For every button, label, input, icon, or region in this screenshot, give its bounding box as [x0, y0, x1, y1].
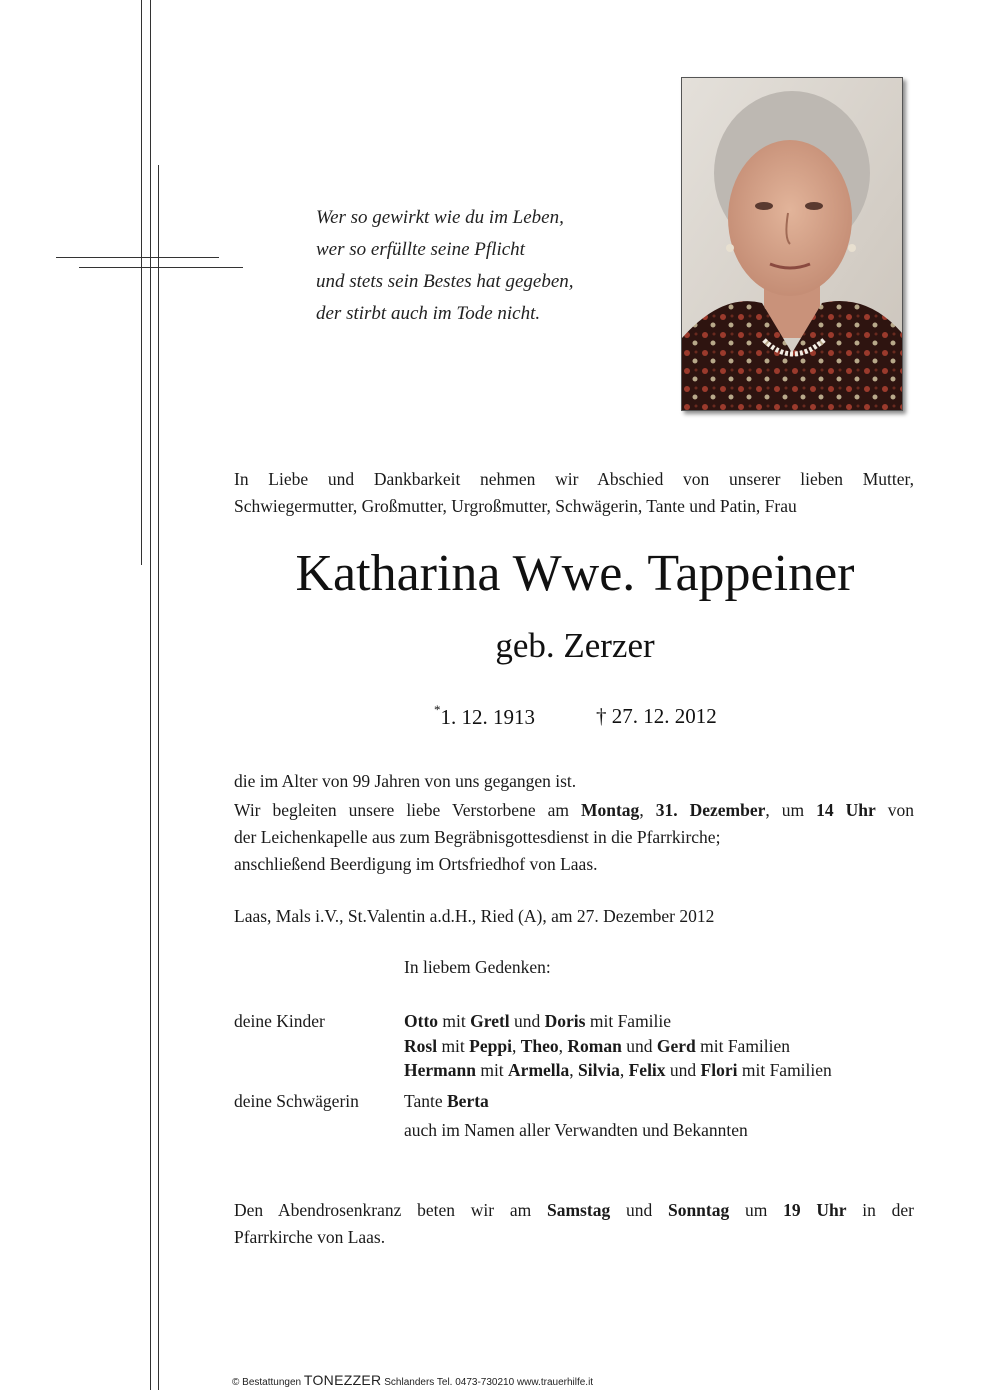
mourner-name: Berta [447, 1091, 489, 1111]
rosary-time: 19 Uhr [783, 1200, 847, 1220]
mourner-text: mit [438, 1011, 471, 1031]
memorial-quote [316, 202, 656, 330]
mourner-name: Roman [567, 1036, 622, 1056]
mourner-name: Silvia [578, 1060, 620, 1080]
mourner-text: , [558, 1036, 568, 1056]
rosary-line: Pfarrkirche von Laas. [234, 1227, 386, 1247]
rosary-text: um [729, 1200, 784, 1220]
funeral-line: der Leichenkapelle aus zum Begräbnisgottesdienst in die Pfarrkirche; [234, 827, 721, 847]
mourner-name: Armella [508, 1060, 570, 1080]
mourner-name: Doris [544, 1011, 586, 1031]
portrait-photo [681, 77, 903, 411]
mourner-name: Gretl [470, 1011, 510, 1031]
quote-line: Wer so gewirkt wie du im Leben, [316, 207, 564, 228]
relatives-text: auch im Namen aller Verwandten und Bekannten [404, 1120, 748, 1140]
mourner-name: Rosl [404, 1036, 438, 1056]
death-date [596, 704, 717, 729]
rosary-text: in der [846, 1200, 914, 1220]
quote-line: der stirbt auch im Tode nicht. [316, 303, 541, 324]
mourner-row [404, 1060, 832, 1081]
death-symbol: † [596, 704, 607, 728]
footer-prefix: © Bestattungen [232, 1377, 302, 1388]
mourner-text: mit Familien [695, 1036, 791, 1056]
rosary-text: Den Abendrosenkranz beten wir am [234, 1200, 547, 1220]
funeral-line [234, 797, 914, 824]
place-date: Laas, Mals i.V., St.Valentin a.d.H., Ried (A), am 27. Dezember 2012 [234, 906, 715, 926]
rosary-line [234, 1197, 914, 1224]
birth-symbol: * [434, 702, 441, 717]
funeral-text: von [875, 800, 915, 820]
footer-contact: Schlanders Tel. 0473-730210 www.trauerhilfe.it [384, 1377, 594, 1388]
mourner-text: und [665, 1060, 701, 1080]
funeral-text: , [639, 800, 656, 820]
funeral-info [234, 797, 914, 878]
rosary-day: Samstag [547, 1200, 611, 1220]
death-date-value: 27. 12. 2012 [611, 704, 717, 728]
mourner-text: mit [437, 1036, 470, 1056]
mourner-text: und [621, 1036, 657, 1056]
mourner-text: , [619, 1060, 629, 1080]
sister-in-law-label: deine Schwägerin [234, 1091, 359, 1111]
rosary-info [234, 1197, 914, 1251]
intro-line: Schwiegermutter, Großmutter, Urgroßmutter, Schwägerin, Tante und Patin, Frau [234, 496, 797, 516]
deceased-name: Katharina Wwe. Tappeiner [295, 545, 855, 602]
mourner-name: Peppi [469, 1036, 512, 1056]
portrait-illustration [682, 78, 902, 410]
footer-brand: TONEZZER [303, 1372, 382, 1388]
rosary-text: und [610, 1200, 668, 1220]
mourner-text: mit [475, 1060, 509, 1080]
mourner-name: Otto [404, 1011, 439, 1031]
memory-heading: In liebem Gedenken: [404, 957, 551, 977]
mourner-name: Flori [700, 1060, 738, 1080]
funeral-text: Wir begleiten unsere liebe Verstorbene am [234, 800, 581, 820]
mourner-text: und [509, 1011, 545, 1031]
birth-date-value: 1. 12. 1913 [440, 705, 535, 729]
birth-date [434, 704, 535, 730]
mourner-name: Hermann [404, 1060, 476, 1080]
funeral-text: , um [765, 800, 817, 820]
mourner-row [404, 1091, 489, 1112]
footer-imprint [232, 1372, 593, 1388]
mourner-name: Theo [520, 1036, 559, 1056]
mourner-name: Felix [628, 1060, 666, 1080]
intro-line: In Liebe und Dankbarkeit nehmen wir Abschied von unserer lieben Mutter, [234, 469, 914, 489]
quote-line: und stets sein Bestes hat gegeben, [316, 271, 574, 292]
mourner-text: Tante [404, 1091, 447, 1111]
funeral-date: 31. Dezember [655, 800, 766, 820]
mourner-name: Gerd [656, 1036, 696, 1056]
funeral-time: 14 Uhr [816, 800, 876, 820]
quote-line: wer so erfüllte seine Pflicht [316, 239, 525, 260]
funeral-line: anschließend Beerdigung im Ortsfriedhof von Laas. [234, 854, 598, 874]
mourner-text: , [511, 1036, 521, 1056]
funeral-day: Montag [580, 800, 640, 820]
birth-name: geb. Zerzer [495, 626, 655, 665]
mourner-text: mit Familie [585, 1011, 672, 1031]
mourner-row [404, 1011, 671, 1032]
mourner-row [404, 1036, 790, 1057]
intro-text [234, 466, 914, 520]
mourner-text: , [569, 1060, 579, 1080]
age-text: die im Alter von 99 Jahren von uns gegangen ist. [234, 771, 577, 791]
mourner-text: mit Familien [737, 1060, 832, 1080]
rosary-day: Sonntag [667, 1200, 730, 1220]
children-label: deine Kinder [234, 1011, 325, 1031]
